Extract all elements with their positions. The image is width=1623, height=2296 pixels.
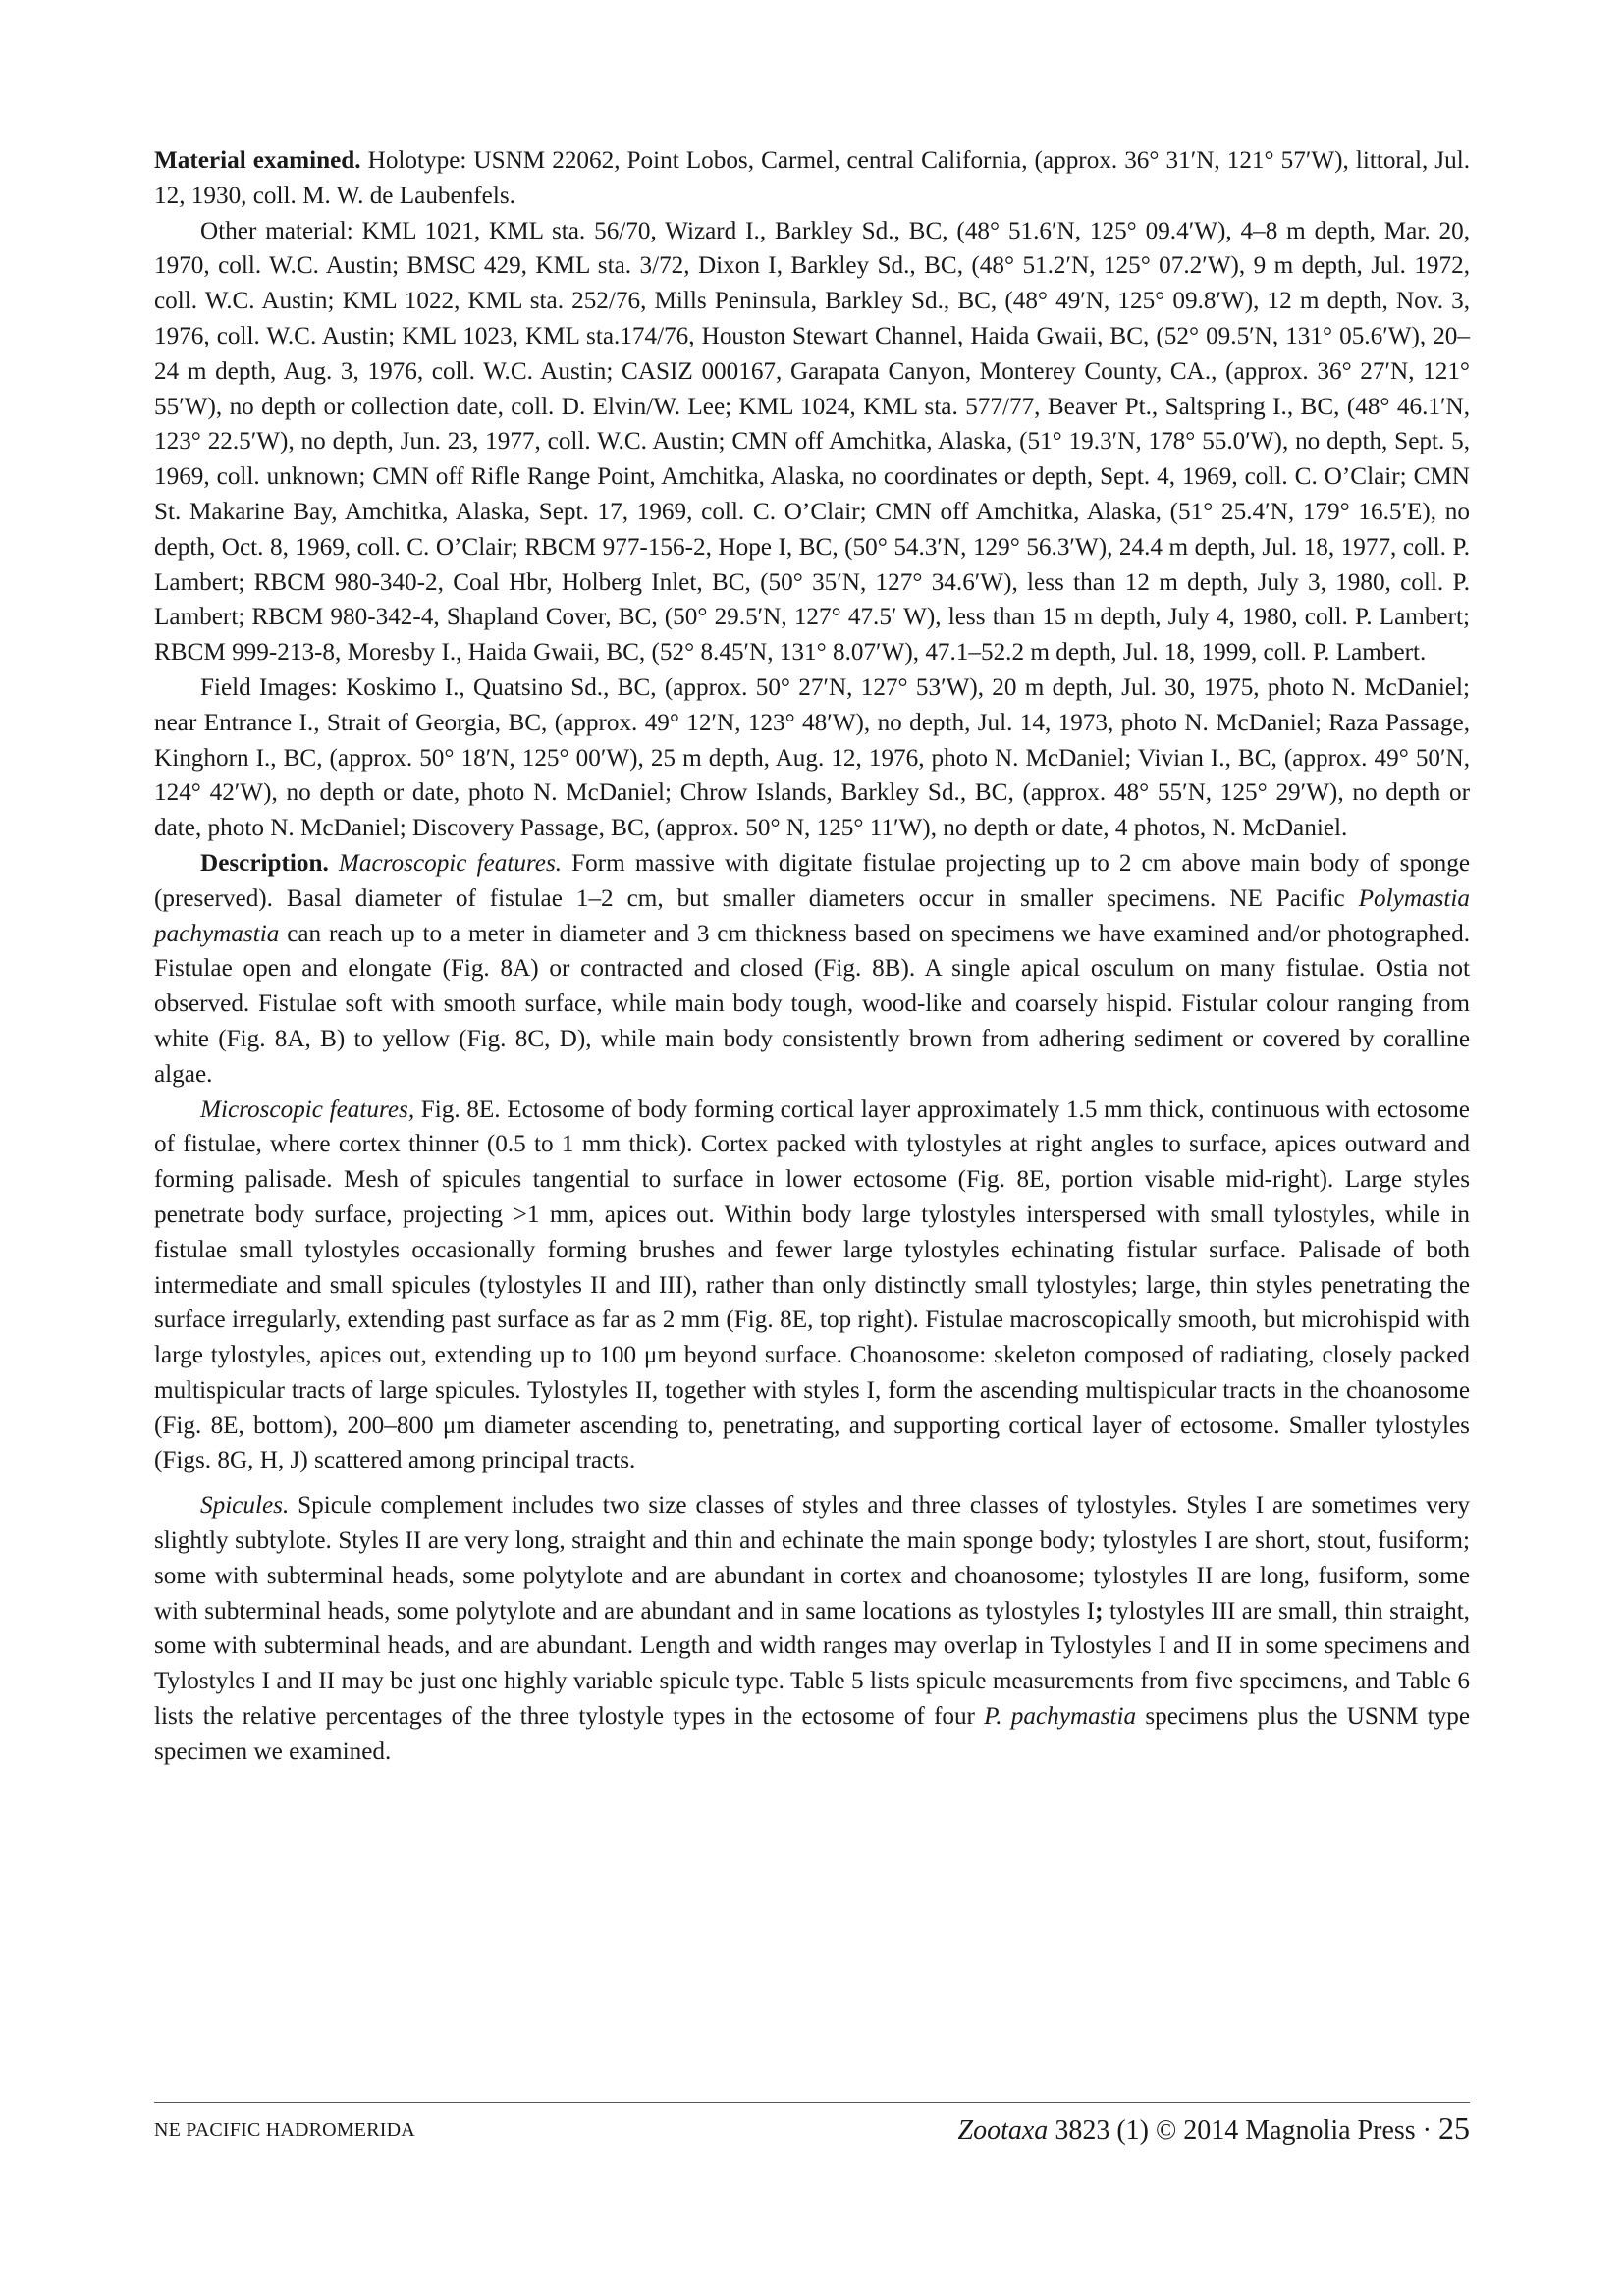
footer-citation	[958, 2110, 1470, 2147]
footer-divider	[154, 2102, 1470, 2103]
field-images-paragraph: Field Images: Koskimo I., Quatsino Sd., BC, (approx. 50° 27′N, 127° 53′W), 20 m depth, Jul. 30, 1975, photo N. McDaniel; near Entrance I., Strait of Georgia, BC, (approx. 49° 12′N, 123° 48′W), no depth, Jul. 14, 1973, photo N. McDaniel; Raza Passage, Kinghorn I., BC, (approx. 50° 18′N, 125° 00′W), 25 m depth, Aug. 12, 1976, photo N. McDaniel; Vivian I., BC, (approx. 49° 50′N, 124° 42′W), no depth or date, photo N. McDaniel; Chrow Islands, Barkley Sd., BC, (approx. 48° 55′N, 125° 29′W), no depth or date, photo N. McDaniel; Discovery Passage, BC, (approx. 50° N, 125° 11′W), no depth or date, 4 photos, N. McDaniel.	[154, 673, 1470, 842]
spicules-text-1: Spicule complement includes two size classes of styles and three classes of tylostyles. Styles I are sometimes very slightly subtylote. Styles II are very long, straight and thin and echinate the main sponge body; tylostyles I are short, stout, fusiform; some with subterminal heads, some polytylote and are abundant in cortex and choanosome; tylostyles II are long, fusiform, some with subterminal heads, some polytylote and are abundant and in same locations as tylostyles I	[154, 1492, 1470, 1625]
macroscopic-text-2: can reach up to a meter in diameter and 3 cm thickness based on specimens we have examined and/or photographed. Fistulae open and elongate (Fig. 8A) or contracted and closed (Fig. 8B). A single apical osculum on many fistulae. Ostia not observed. Fistulae soft with smooth surface, while main body tough, wood-like and coarsely hispid. Fistular colour ranging from white (Fig. 8A, B) to yellow (Fig. 8C, D), while main body consistently brown from adhering sediment or covered by coralline algae.	[154, 920, 1470, 1088]
material-examined-heading: Material examined.	[154, 147, 361, 174]
description-heading: Description.	[200, 849, 329, 877]
page-number: 25	[1438, 2110, 1470, 2146]
spicules-text-2: tylostyles III are small, thin straight, some with subterminal heads, and are abundant. Length and width ranges may overlap in Tylostyles I and II in some specimens and Tylostyles I and II may be just one highly variable spicule type. Table 5 lists spicule measurements from five specimens, and Table 6 lists the relative percentages of the three tylostyle types in the ectosome of four	[154, 1597, 1470, 1731]
microscopic-paragraph	[154, 1093, 1470, 1479]
macroscopic-label: Macroscopic features.	[338, 849, 563, 877]
macroscopic-text-1: Form massive with digitate fistulae projecting up to 2 cm above main body of sponge (preserved). Basal diameter of fistulae 1–2 cm, but smaller diameters occur in smaller specimens. NE Pacific	[154, 849, 1471, 912]
spicules-label: Spicules.	[200, 1492, 290, 1520]
citation-text: 3823 (1) © 2014 Magnolia Press ·	[1048, 2115, 1438, 2146]
macroscopic-paragraph	[154, 846, 1470, 1093]
spicules-text-3: specimens plus the USNM type specimen we examined.	[154, 1703, 1471, 1765]
page-body	[154, 143, 1470, 1770]
microscopic-text: Fig. 8E. Ectosome of body forming cortical layer approximately 1.5 mm thick, continuous with ectosome of fistulae, where cortex thinner (0.5 to 1 mm thick). Cortex packed with tylostyles at right angles to surface, apices outward and forming palisade. Mesh of spicules tangential to surface in lower ectosome (Fig. 8E, portion visable mid-right). Large styles penetrate body surface, projecting >1 mm, apices out. Within body large tylostyles interspersed with small tylostyles, while in fistulae small tylostyles occasionally forming brushes and fewer large tylostyles echinating fistular surface. Palisade of both intermediate and small spicules (tylostyles II and III), rather than only distinctly small tylostyles; large, thin styles penetrating the surface irregularly, extending past surface as far as 2 mm (Fig. 8E, top right). Fistulae macroscopically smooth, but microhispid with large tylostyles, apices out, extending up to 100 μm beyond surface. Choanosome: skeleton composed of radiating, closely packed multispicular tracts of large spicules. Tylostyles II, together with styles I, form the ascending multispicular tracts in the choanosome (Fig. 8E, bottom), 200–800 μm diameter ascending to, penetrating, and supporting cortical layer of ectosome. Smaller tylostyles (Figs. 8G, H, J) scattered among principal tracts.	[154, 1095, 1470, 1474]
spicules-species: P. pachymastia	[984, 1703, 1137, 1731]
journal-name: Zootaxa	[957, 2115, 1049, 2146]
other-material-paragraph: Other material: KML 1021, KML sta. 56/70, Wizard I., Barkley Sd., BC, (48° 51.6′N, 125° 09.4′W), 4–8 m depth, Mar. 20, 1970, coll. W.C. Austin; BMSC 429, KML sta. 3/72, Dixon I, Barkley Sd., BC, (48° 51.2′N, 125° 07.2′W), 9 m depth, Jul. 1972, coll. W.C. Austin; KML 1022, KML sta. 252/76, Mills Peninsula, Barkley Sd., BC, (48° 49′N, 125° 09.8′W), 12 m depth, Nov. 3, 1976, coll. W.C. Austin; KML 1023, KML sta.174/76, Houston Stewart Channel, Haida Gwaii, BC, (52° 09.5′N, 131° 05.6′W), 20–24 m depth, Aug. 3, 1976, coll. W.C. Austin; CASIZ 000167, Garapata Canyon, Monterey County, CA., (approx. 36° 27′N, 121° 55′W), no depth or collection date, coll. D. Elvin/W. Lee; KML 1024, KML sta. 577/77, Beaver Pt., Saltspring I., BC, (48° 46.1′N, 123° 22.5′W), no depth, Jun. 23, 1977, coll. W.C. Austin; CMN off Amchitka, Alaska, (51° 19.3′N, 178° 55.0′W), no depth, Sept. 5, 1969, coll. unknown; CMN off Rifle Range Point, Amchitka, Alaska, no coordinates or depth, Sept. 4, 1969, coll. C. O’Clair; CMN St. Makarine Bay, Amchitka, Alaska, Sept. 17, 1969, coll. C. O’Clair; CMN off Amchitka, Alaska, (51° 25.4′N, 179° 16.5′E), no depth, Oct. 8, 1969, coll. C. O’Clair; RBCM 977-156-2, Hope I, BC, (50° 54.3′N, 129° 56.3′W), 24.4 m depth, Jul. 18, 1977, coll. P. Lambert; RBCM 980-340-2, Coal Hbr, Holberg Inlet, BC, (50° 35′N, 127° 34.6′W), less than 12 m depth, July 3, 1980, coll. P. Lambert; RBCM 980-342-4, Shapland Cover, BC, (50° 29.5′N, 127° 47.5′ W), less than 15 m depth, July 4, 1980, coll. P. Lambert; RBCM 999-213-8, Moresby I., Haida Gwaii, BC, (52° 8.45′N, 131° 8.07′W), 47.1–52.2 m depth, Jul. 18, 1999, coll. P. Lambert.	[154, 217, 1470, 667]
material-examined-paragraph	[154, 143, 1470, 214]
running-title: NE PACIFIC HADROMERIDA	[154, 2119, 415, 2141]
spicules-semicolon: ;	[1095, 1597, 1104, 1625]
microscopic-label: Microscopic features,	[200, 1095, 415, 1123]
holotype-text: Holotype: USNM 22062, Point Lobos, Carmel, central California, (approx. 36° 31′N, 121° 57′W), littoral, Jul. 12, 1930, coll. M. W. de Laubenfels.	[154, 147, 1470, 209]
spicules-paragraph	[154, 1488, 1470, 1769]
species-name: Polymastia pachymastia	[154, 884, 1470, 947]
